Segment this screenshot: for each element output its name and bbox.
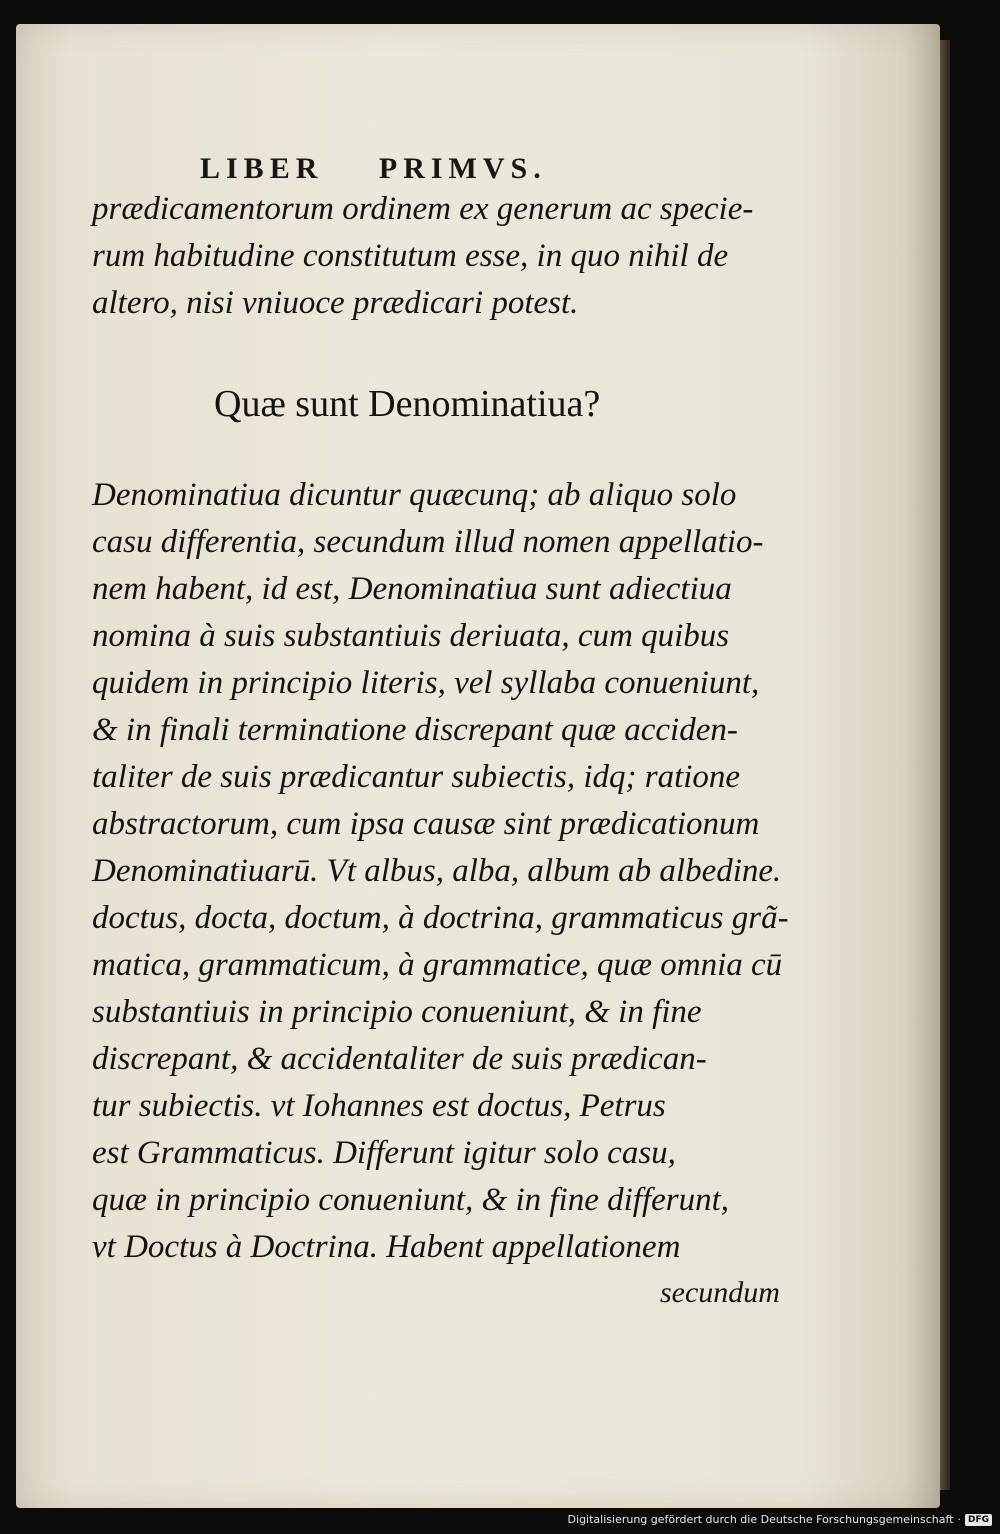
text-line: quæ in principio conueniunt, & in fine differunt, — [92, 1182, 730, 1218]
text-line: & in finali terminatione discrepant quæ acciden- — [92, 712, 738, 748]
text-line: altero, nisi vniuoce prædicari potest. — [92, 285, 579, 321]
page-edge — [940, 40, 950, 1490]
running-head-left: LIBER — [200, 152, 324, 185]
intro-paragraph — [92, 186, 753, 327]
text-line: tur subiectis. vt Iohannes est doctus, Petrus — [92, 1088, 666, 1124]
running-head — [200, 152, 640, 186]
text-line: discrepant, & accidentaliter de suis prædican- — [92, 1041, 707, 1077]
text-line: casu differentia, secundum illud nomen appellatio- — [92, 524, 764, 560]
text-line: substantiuis in principio conueniunt, & in fine — [92, 994, 702, 1030]
text-line: taliter de suis prædicantur subiectis, idq; ratione — [92, 759, 741, 795]
text-line: doctus, docta, doctum, à doctrina, grammaticus grã- — [92, 900, 789, 936]
text-line: abstractorum, cum ipsa causæ sint prædicationum — [92, 806, 760, 842]
text-line: matica, grammaticum, à grammatice, quæ omnia cū — [92, 947, 783, 983]
dfg-logo-icon: DFG — [965, 1514, 992, 1526]
section-heading: Quæ sunt Denominatiua? — [214, 383, 601, 425]
catchword: secundum — [660, 1276, 780, 1309]
text-line: Denominatiuarū. Vt albus, alba, album ab albedine. — [92, 853, 782, 889]
credit-text: Digitalisierung gefördert durch die Deutsche Forschungsgemeinschaft — [567, 1513, 954, 1526]
body-paragraph — [92, 472, 789, 1271]
running-head-right: PRIMVS. — [378, 152, 547, 185]
text-line: quidem in principio literis, vel syllaba conueniunt, — [92, 665, 760, 701]
text-line: est Grammaticus. Differunt igitur solo casu, — [92, 1135, 676, 1171]
text-line: vt Doctus à Doctrina. Habent appellationem — [92, 1229, 681, 1265]
text-line: nomina à suis substantiuis deriuata, cum quibus — [92, 618, 730, 654]
text-line: prædicamentorum ordinem ex generum ac specie- — [92, 191, 754, 227]
text-line: nem habent, id est, Denominatiua sunt adiectiua — [92, 571, 732, 607]
text-line: rum habitudine constitutum esse, in quo nihil de — [92, 238, 729, 274]
digitization-credit: Digitalisierung gefördert durch die Deutsche Forschungsgemeinschaft · DFG — [568, 1513, 992, 1526]
text-line: Denominatiua dicuntur quæcunq; ab aliquo solo — [92, 477, 737, 513]
